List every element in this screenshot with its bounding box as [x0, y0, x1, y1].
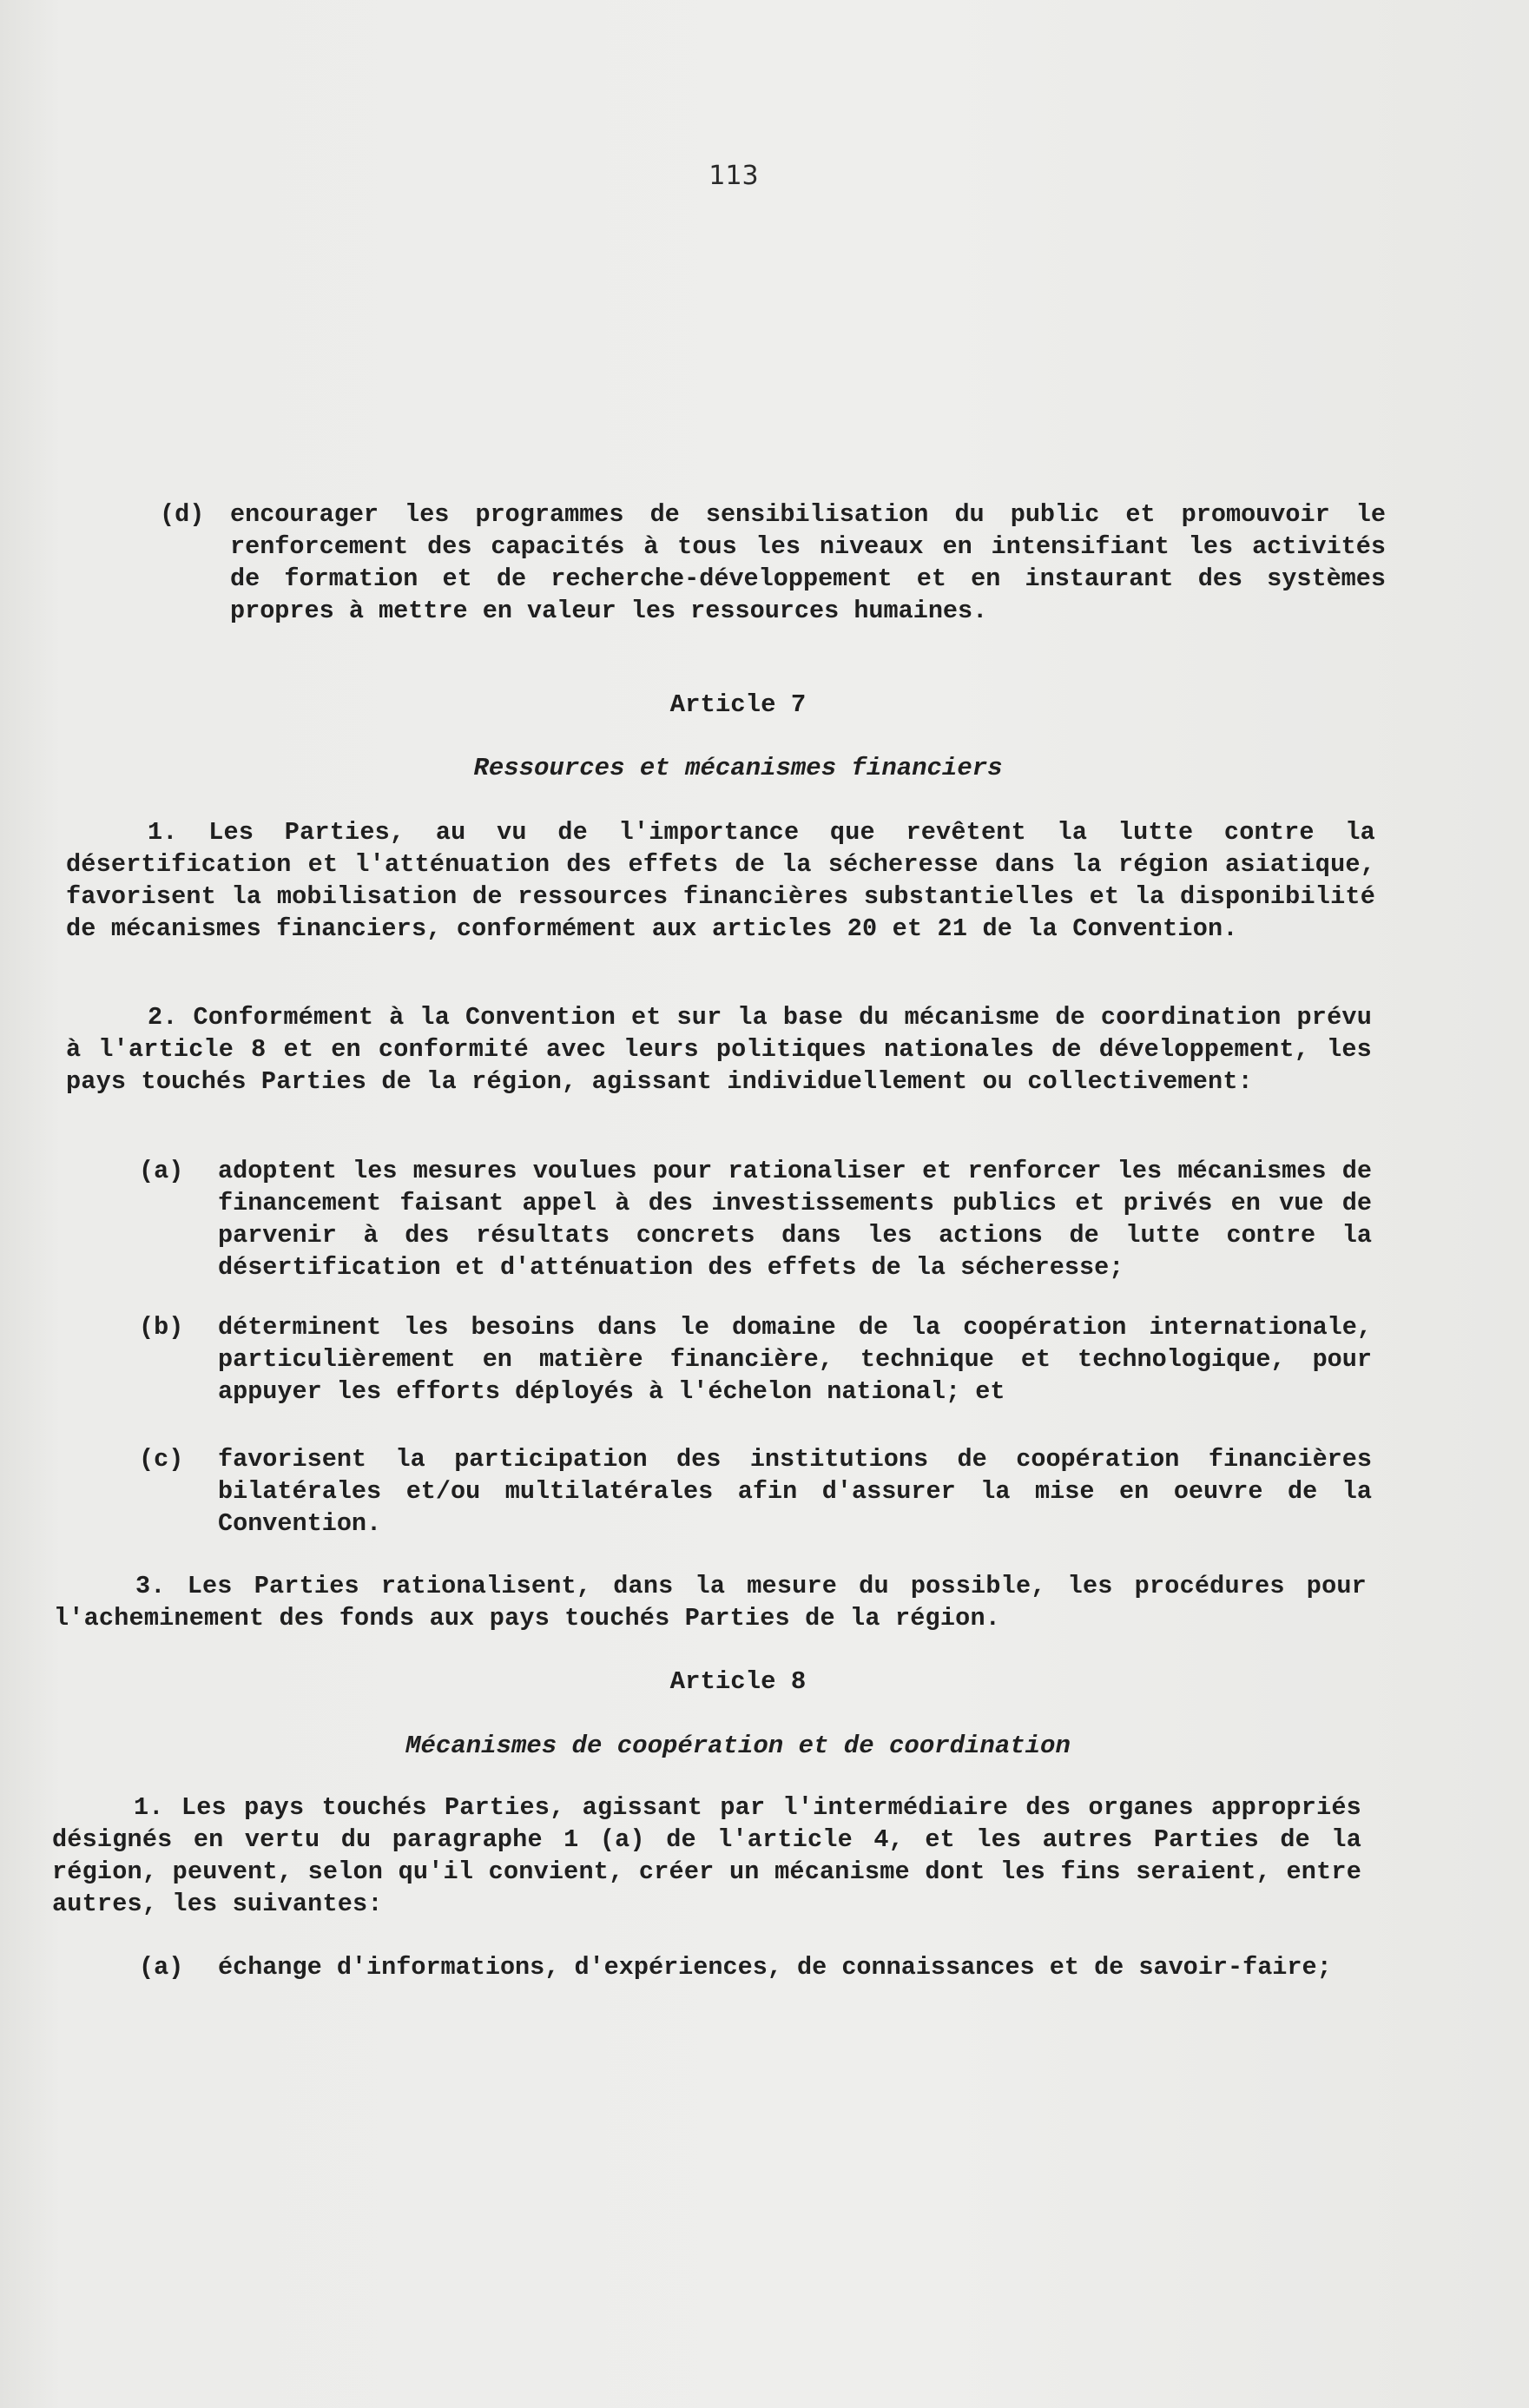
article-7-heading: Article 7: [669, 690, 807, 719]
list-item-label: (a): [139, 1953, 184, 1982]
article-7-paragraph-3: 3. Les Parties rationalisent, dans la mesure du possible, les procédures pour l'acheminement des fonds aux pays touchés Parties de la région.: [54, 1572, 1367, 1633]
list-item-c: [139, 1443, 1372, 1540]
list-item-label: (a): [139, 1157, 184, 1185]
article-7-paragraph-1: 1. Les Parties, au vu de l'importance que revêtent la lutte contre la désertification et l'atténuation des effets de la sécheresse dans la région asiatique, favorisent la mobilisation de ressources financières substantielles et la disponibilité de mécanismes financiers, conformément aux articles 20 et 21 de la Convention.: [66, 818, 1375, 943]
article-8-heading: Article 8: [669, 1667, 807, 1696]
list-item-text: adoptent les mesures voulues pour rationaliser et renforcer les mécanismes de financement faisant appel à des investissements publics et privés en vue de parvenir à des résultats concrets dans les actions de lutte contre la désertification et d'atténuation des effets de la sécheresse;: [218, 1157, 1372, 1282]
article-7-title: Ressources et mécanismes financiers: [473, 754, 1003, 782]
article-7-paragraph-2: 2. Conformément à la Convention et sur la base du mécanisme de coordination prévu à l'article 8 et en conformité avec leurs politiques nationales de développement, les pays touchés Parties de la région, agissant individuellement ou collectivement:: [66, 1003, 1372, 1096]
list-item-text: déterminent les besoins dans le domaine de la coopération internationale, particulièrement en matière financière, technique et technologique, pour appuyer les efforts déployés à l'échelon national; et: [218, 1313, 1372, 1406]
list-item-text: favorisent la participation des institutions de coopération financières bilatérales et/ou multilatérales afin d'assurer la mise en oeuvre de la Convention.: [218, 1445, 1372, 1538]
list-item-d: [160, 498, 1386, 629]
list-item-label: (c): [139, 1445, 184, 1474]
list-item-label: (b): [139, 1313, 184, 1342]
list-item-text: échange d'informations, d'expériences, de connaissances et de savoir-faire;: [218, 1953, 1332, 1982]
list-item-label: (d): [160, 500, 205, 529]
list-item-a: [139, 1951, 1363, 2016]
article-8-paragraph-1: 1. Les pays touchés Parties, agissant par l'intermédiaire des organes appropriés désignés en vertu du paragraphe 1 (a) de l'article 4, et les autres Parties de la région, peuvent, selon qu'il convient, créer un mécanisme dont les fins seraient, entre autres, les suivantes:: [52, 1793, 1361, 1918]
page-number: 113: [708, 161, 759, 191]
article-8-title: Mécanismes de coopération et de coordination: [405, 1732, 1071, 1760]
list-item-text: encourager les programmes de sensibilisation du public et promouvoir le renforcement des capacités à tous les niveaux en intensifiant les activités de formation et de recherche-développement et en instaurant des systèmes propres à mettre en valeur les ressources humaines.: [230, 500, 1386, 625]
list-item-b: [139, 1311, 1372, 1409]
list-item-a: [139, 1155, 1372, 1285]
